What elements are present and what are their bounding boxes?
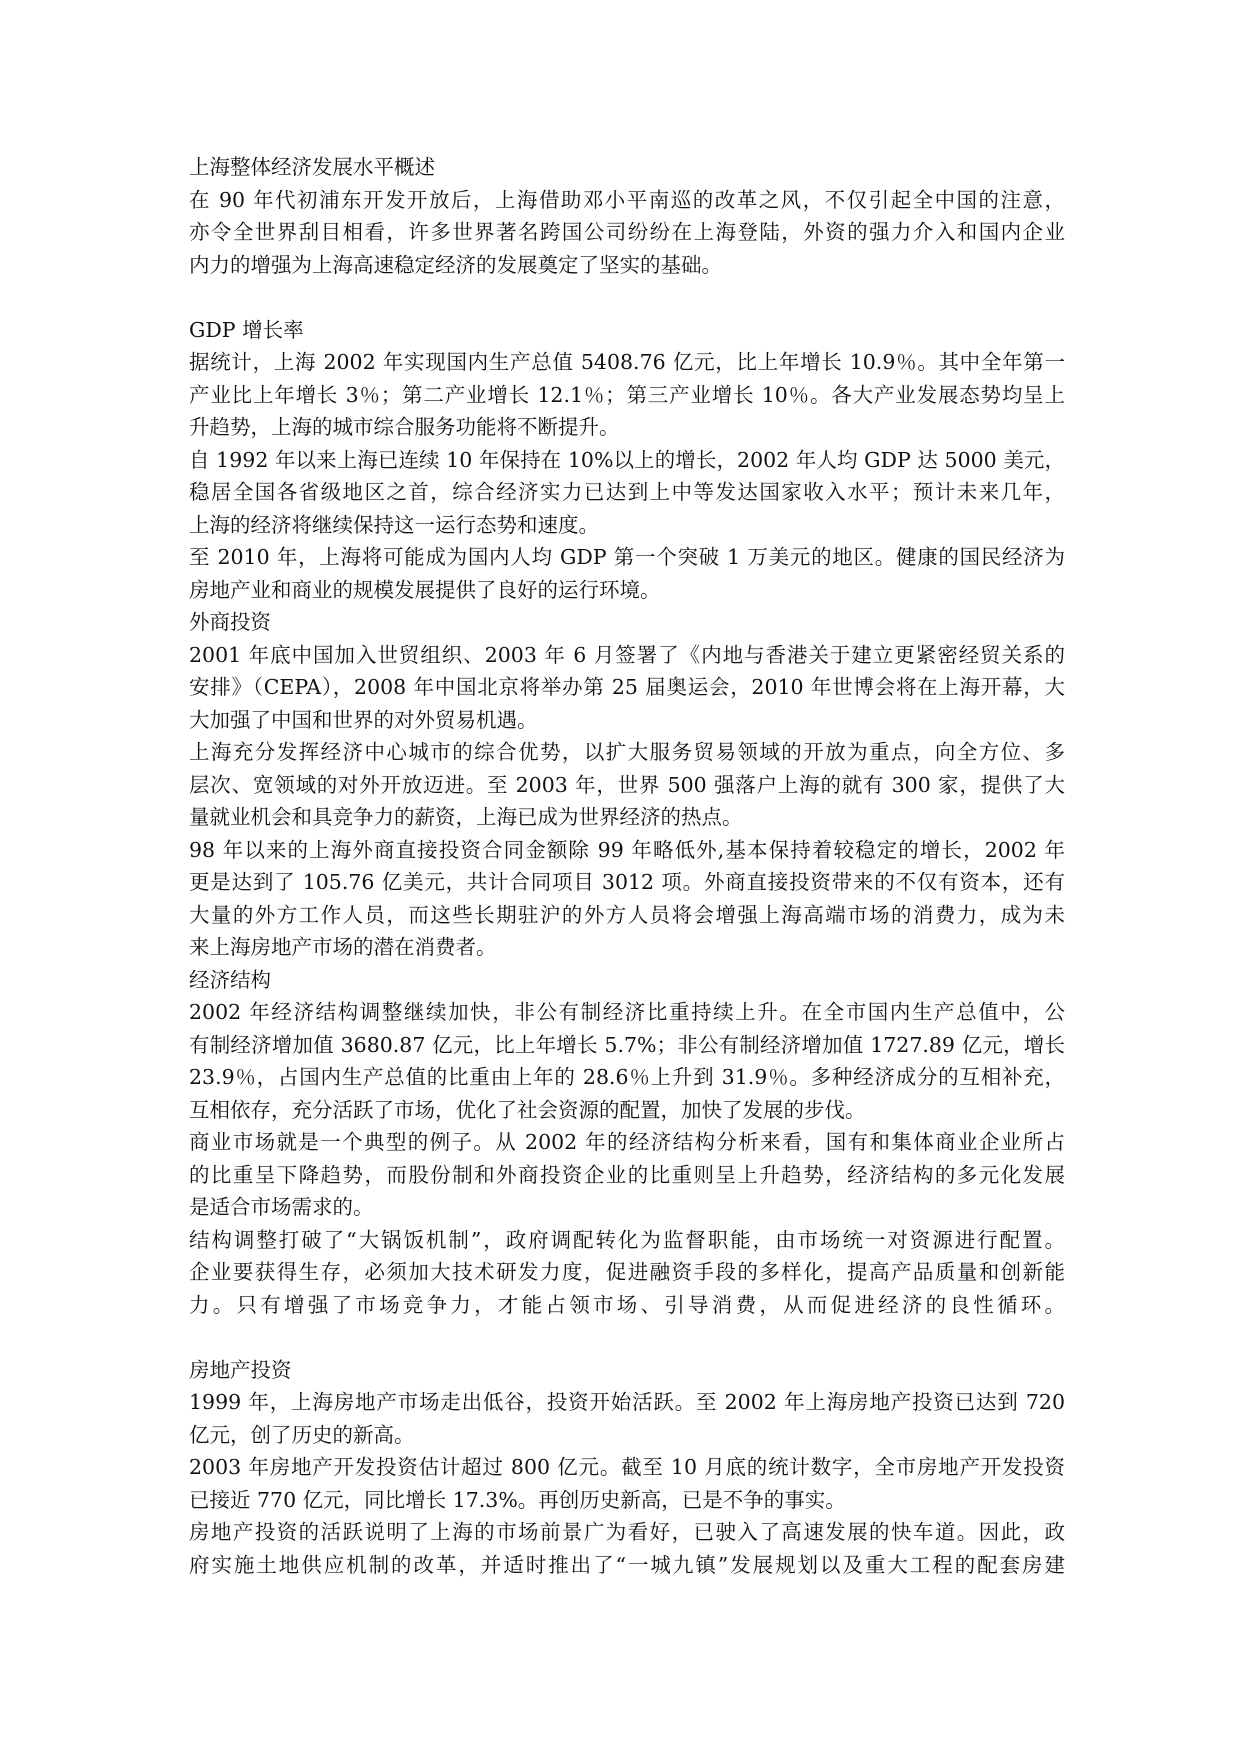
paragraph-line: 企业要获得生存，必须加大技术研发力度，促进融资手段的多样化，提高产品质量和创新能 [189,1260,1065,1284]
paragraph-line: 是适合市场需求的。 [189,1195,374,1219]
paragraph-line: 自 1992 年以来上海已连续 10 年保持在 10%以上的增长，2002 年人均 GDP 达 5000 美元， [189,447,1065,472]
paragraph-line: 来上海房地产市场的潜在消费者。 [189,935,497,959]
paragraph-line: 产业比上年增长 3％；第二产业增长 12.1％；第三产业增长 10％。各大产业发展态势均呈上 [189,382,1065,407]
paragraph-line: 内力的增强为上海高速稳定经济的发展奠定了坚实的基础。 [189,252,722,277]
paragraph-line: 2001 年底中国加入世贸组织、2003 年 6 月签署了《内地与香港关于建立更紧密经贸关系的 [189,642,1065,667]
section-heading: GDP 增长率 [189,317,304,342]
paragraph [189,996,1065,1126]
paragraph [189,1386,1065,1451]
section-spacer [189,1321,1065,1354]
paragraph-line: 房地产业和商业的规模发展提供了良好的运行环境。 [189,577,661,602]
paragraph [189,1451,1065,1516]
paragraph-line: 据统计，上海 2002 年实现国内生产总值 5408.76 亿元，比上年增长 10.9％。其中全年第一 [189,350,1065,374]
paragraph [189,639,1065,737]
section-spacer [189,281,1065,314]
paragraph-line: 的比重呈下降趋势，而股份制和外商投资企业的比重则呈上升趋势，经济结构的多元化发展 [189,1162,1065,1187]
paragraph-line: 2003 年房地产开发投资估计超过 800 亿元。截至 10 月底的统计数字，全市房地产开发投资 [189,1455,1065,1479]
paragraph [189,736,1065,834]
paragraph-line: 98 年以来的上海外商直接投资合同金额除 99 年略低外,基本保持着较稳定的增长，2002 年 [189,837,1065,862]
paragraph-line: 亦令全世界刮目相看，许多世界著名跨国公司纷纷在上海登陆，外资的强力介入和国内企业 [189,220,1065,244]
paragraph-line: 上海的经济将继续保持这一运行态势和速度。 [189,512,599,537]
section-heading: 上海整体经济发展水平概述 [189,155,435,179]
paragraph-line: 商业市场就是一个典型的例子。从 2002 年的经济结构分析来看，国有和集体商业企业所占 [189,1130,1065,1154]
paragraph-line: 量就业机会和具竞争力的薪资，上海已成为世界经济的热点。 [189,805,743,829]
paragraph [189,834,1065,964]
paragraph-line: 互相依存，充分活跃了市场，优化了社会资源的配置，加快了发展的步伐。 [189,1097,866,1122]
paragraph-line: 在 90 年代初浦东开发开放后，上海借助邓小平南巡的改革之风，不仅引起全中国的注意， [189,187,1065,212]
paragraph-line: 升趋势，上海的城市综合服务功能将不断提升。 [189,415,620,439]
paragraph-line: 房地产投资的活跃说明了上海的市场前景广为看好，已驶入了高速发展的快车道。因此，政 [189,1520,1065,1544]
paragraph-line: 结构调整打破了“大锅饭机制”，政府调配转化为监督职能，由市场统一对资源进行配置。 [189,1227,1065,1252]
paragraph-line: 2002 年经济结构调整继续加快，非公有制经济比重持续上升。在全市国内生产总值中，公 [189,1000,1065,1024]
paragraph-line: 1999 年，上海房地产市场走出低谷，投资开始活跃。至 2002 年上海房地产投资已达到 720 [189,1390,1065,1414]
paragraph-line: 安排》（CEPA），2008 年中国北京将举办第 25 届奥运会，2010 年世博会将在上海开幕，大 [189,675,1065,699]
paragraph-line: 大量的外方工作人员，而这些长期驻沪的外方人员将会增强上海高端市场的消费力，成为未 [189,902,1065,927]
paragraph-line: 力。只有增强了市场竞争力，才能占领市场、引导消费，从而促进经济的良性循环。 [189,1292,1065,1317]
paragraph [189,1516,1065,1581]
paragraph-line: 大加强了中国和世界的对外贸易机遇。 [189,707,538,732]
document-section [189,151,1065,314]
paragraph-line: 有制经济增加值 3680.87 亿元，比上年增长 5.7%；非公有制经济增加值 1727.89 亿元，增长 [189,1032,1065,1057]
document-section [189,606,1065,964]
paragraph-line: 至 2010 年，上海将可能成为国内人均 GDP 第一个突破 1 万美元的地区。健康的国民经济为 [189,545,1065,569]
document-page [189,151,1065,1581]
paragraph [189,1126,1065,1224]
paragraph [189,1224,1065,1322]
paragraph [189,184,1065,282]
paragraph [189,444,1065,542]
paragraph-line: 更是达到了 105.76 亿美元，共计合同项目 3012 项。外商直接投资带来的不仅有资本，还有 [189,870,1065,894]
document-section [189,314,1065,607]
paragraph-line: 已接近 770 亿元，同比增长 17.3%。再创历史新高，已是不争的事实。 [189,1487,846,1512]
section-heading: 房地产投资 [189,1357,292,1382]
document-section [189,964,1065,1354]
paragraph-line: 府实施土地供应机制的改革，并适时推出了“一城九镇”发展规划以及重大工程的配套房建 [189,1552,1065,1577]
paragraph [189,541,1065,606]
paragraph-line: 上海充分发挥经济中心城市的综合优势，以扩大服务贸易领域的开放为重点，向全方位、多 [189,740,1065,764]
section-heading: 经济结构 [189,967,271,992]
paragraph-line: 层次、宽领域的对外开放迈进。至 2003 年，世界 500 强落户上海的就有 300 家，提供了大 [189,772,1065,797]
paragraph-line: 稳居全国各省级地区之首，综合经济实力已达到上中等发达国家收入水平；预计未来几年， [189,480,1065,504]
paragraph-line: 亿元，创了历史的新高。 [189,1422,415,1447]
document-section [189,1354,1065,1582]
section-heading: 外商投资 [189,610,271,634]
paragraph-line: 23.9％，占国内生产总值的比重由上年的 28.6％上升到 31.9％。多种经济成分的互相补充， [189,1065,1065,1089]
paragraph [189,346,1065,444]
